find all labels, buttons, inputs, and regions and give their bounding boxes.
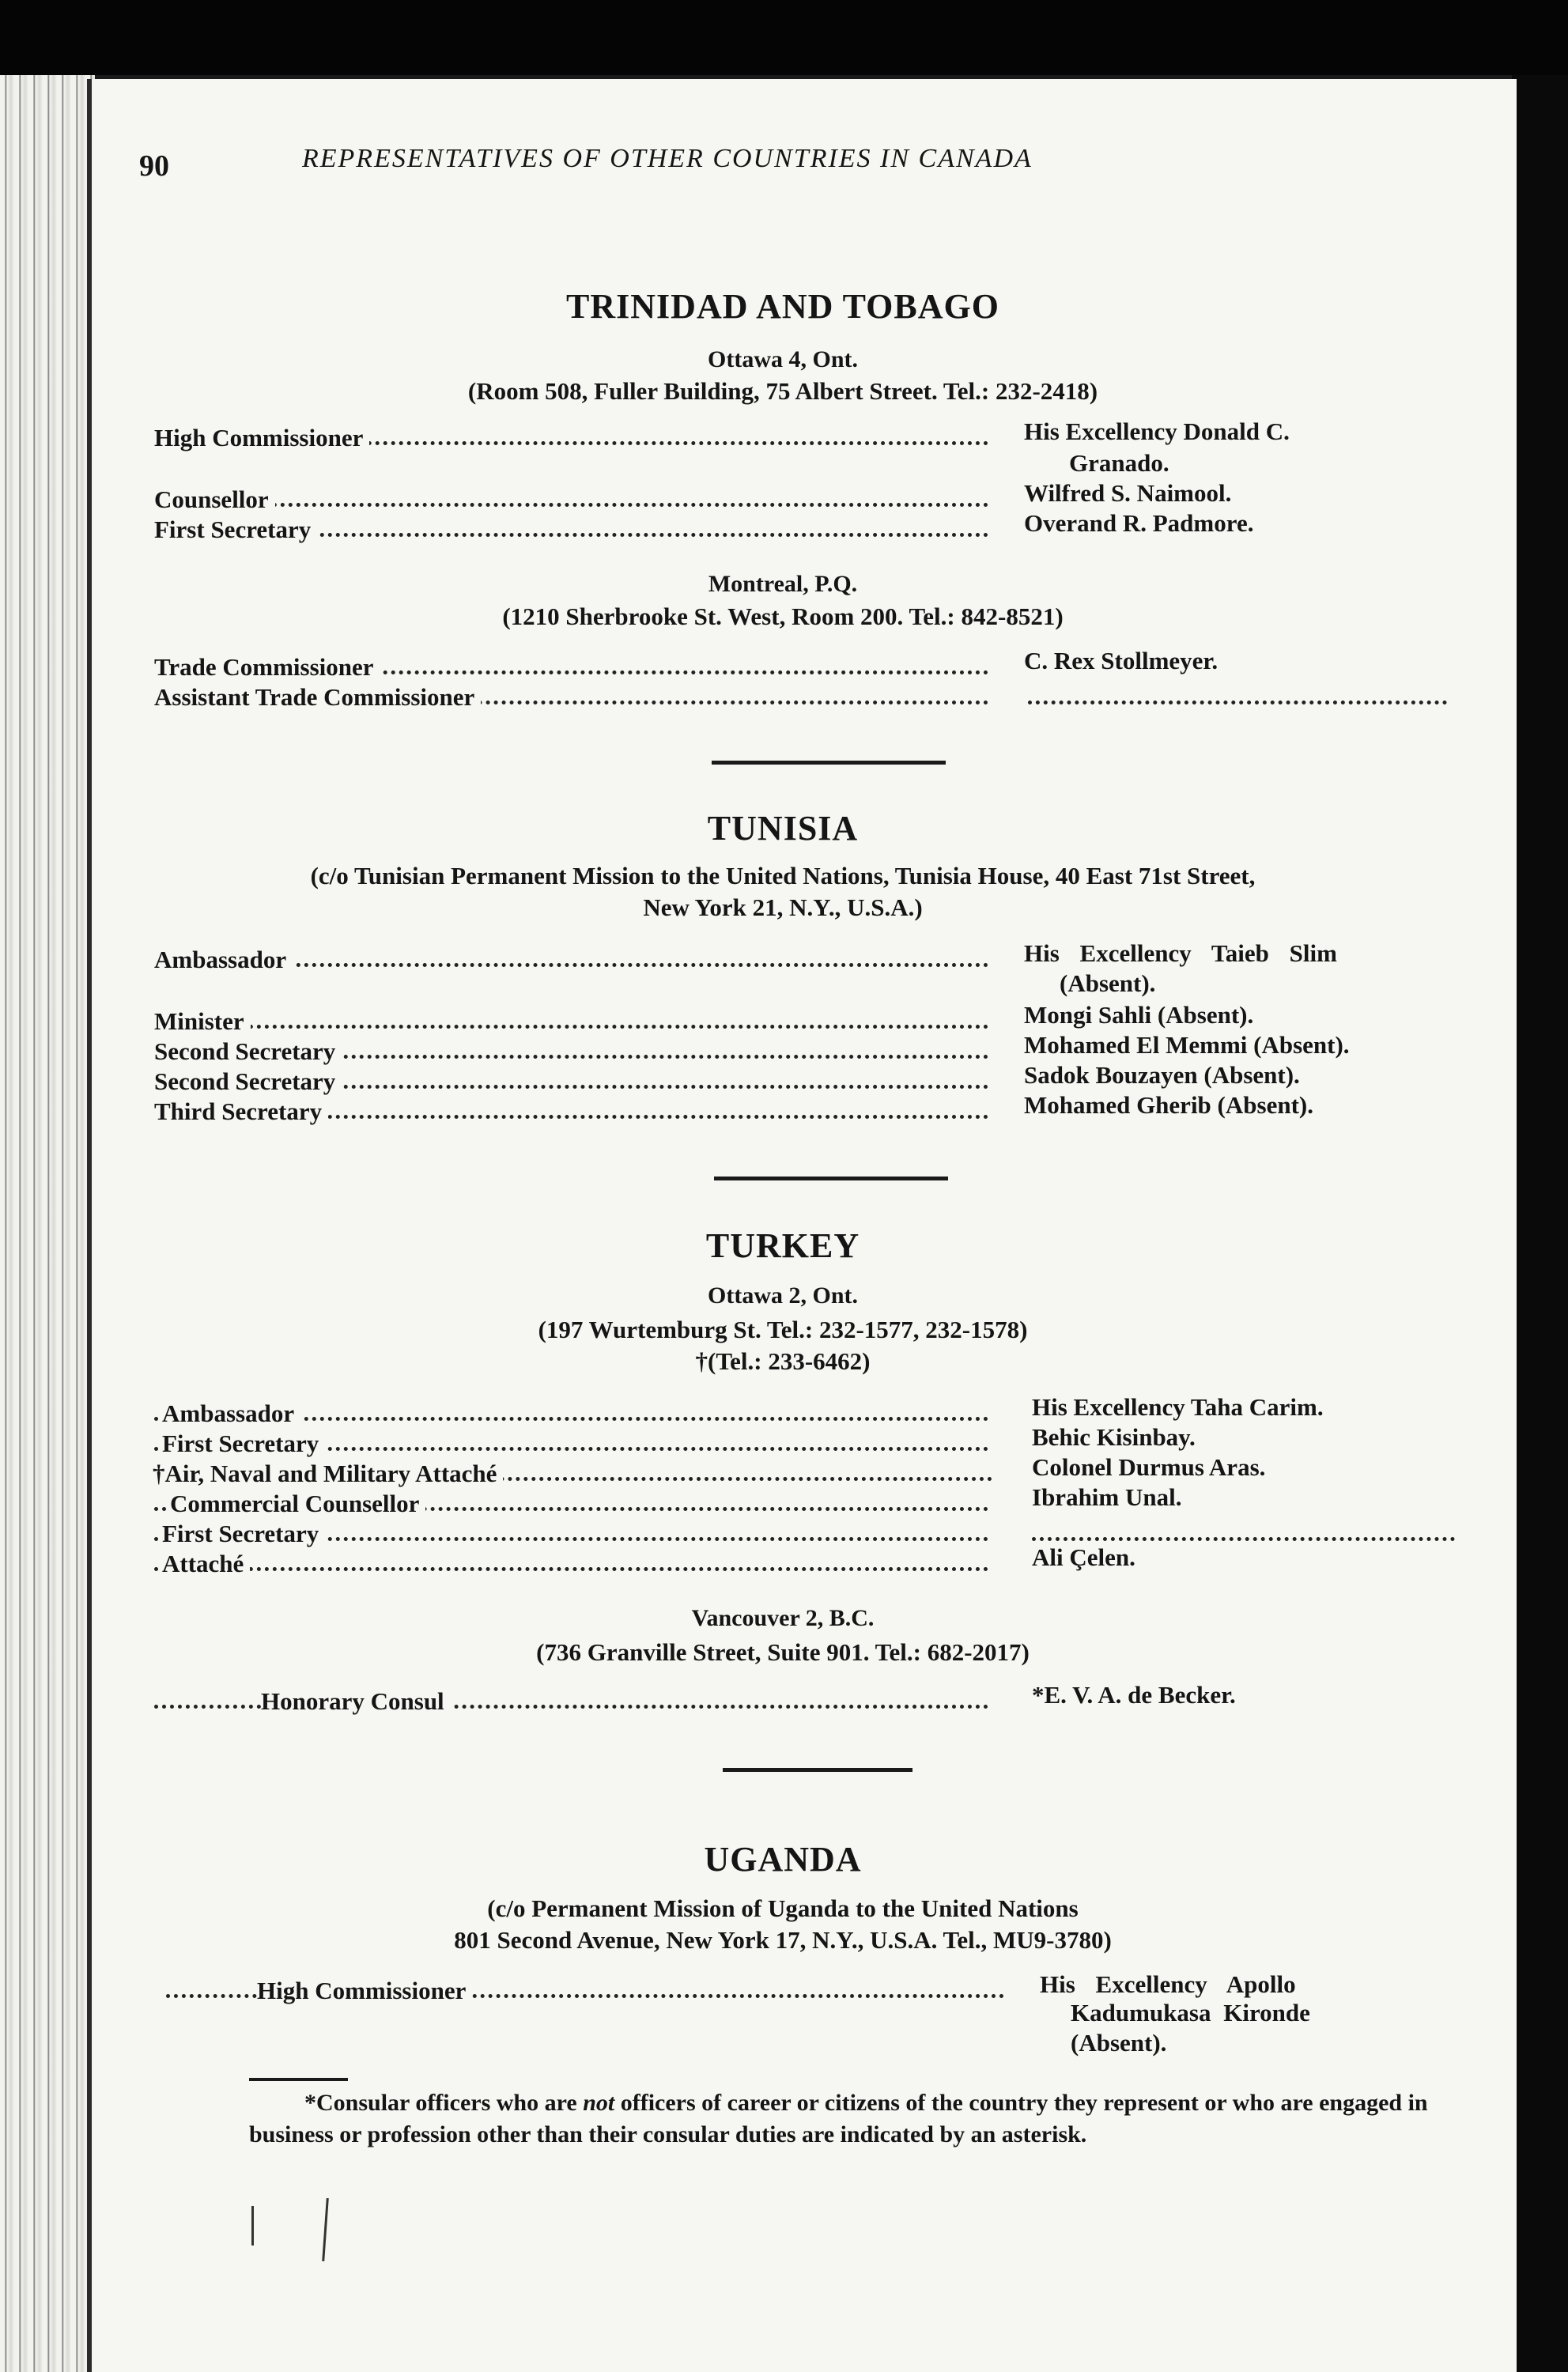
staff-title: Honorary Consul — [261, 1687, 451, 1716]
office-address: 801 Second Avenue, New York 17, N.Y., U.S.A. Tel., MU9-3780) — [454, 1926, 1112, 1954]
staff-name: Behic Kisinbay. — [1032, 1423, 1196, 1451]
staff-name-continued: Granado. — [1069, 449, 1169, 477]
staff-title: High Commissioner — [257, 1977, 472, 2005]
footnote — [249, 2087, 1443, 2151]
staff-title: Third Secretary — [154, 1097, 328, 1126]
staff-title: Second Secretary — [154, 1037, 342, 1066]
office-city: Vancouver 2, B.C. — [691, 1605, 875, 1631]
staff-title: High Commissioner — [154, 424, 369, 452]
office-address: (1210 Sherbrooke St. West, Room 200. Tel.: 842-8521) — [502, 602, 1064, 630]
section-divider — [714, 1177, 948, 1180]
office-address: (Room 508, Fuller Building, 75 Albert Street. Tel.: 232-2418) — [467, 377, 1098, 405]
leader-dots — [154, 503, 988, 507]
staff-name: C. Rex Stollmeyer. — [1024, 647, 1219, 674]
staff-name: Mohamed El Memmi (Absent). — [1024, 1031, 1350, 1059]
staff-name-continued: Kadumukasa Kironde — [1071, 1999, 1310, 2026]
staff-name: His Excellency Apollo — [1040, 1970, 1296, 1998]
vacant-name-dots — [1032, 1537, 1455, 1541]
page-number: 90 — [139, 149, 169, 183]
running-head: REPRESENTATIVES OF OTHER COUNTRIES IN CANADA — [302, 144, 1033, 173]
staff-title: Second Secretary — [154, 1067, 342, 1096]
scan-border-top — [0, 0, 1568, 75]
staff-name: Wilfred S. Naimool. — [1024, 479, 1232, 507]
staff-row — [154, 1483, 1451, 1521]
staff-title: Attaché — [162, 1550, 250, 1578]
office-address-secondary: †(Tel.: 233-6462) — [695, 1347, 871, 1375]
staff-row — [154, 417, 1451, 455]
scan-mark — [251, 2206, 254, 2245]
staff-title: First Secretary — [162, 1520, 325, 1548]
staff-title: First Secretary — [154, 516, 317, 544]
staff-name-continued: (Absent). — [1060, 969, 1156, 997]
office-address: New York 21, N.Y., U.S.A.) — [643, 893, 923, 921]
office-city: Ottawa 2, Ont. — [708, 1282, 858, 1309]
section-title-turkey: TURKEY — [705, 1226, 860, 1265]
footnote-text: Consular officers who are — [316, 2090, 584, 2116]
office-city: Montreal, P.Q. — [708, 571, 858, 597]
staff-name: Overand R. Padmore. — [1024, 509, 1254, 537]
staff-row — [154, 939, 1451, 977]
staff-row — [154, 1543, 1451, 1581]
staff-row — [154, 1681, 1451, 1719]
staff-title: †Air, Naval and Military Attaché — [153, 1460, 503, 1488]
staff-title: Commercial Counsellor — [170, 1490, 425, 1518]
footnote-emphasis: not — [583, 2090, 615, 2116]
staff-name: Ibrahim Unal. — [1032, 1483, 1182, 1511]
staff-title: Assistant Trade Commissioner — [154, 683, 481, 712]
section-title-tunisia: TUNISIA — [707, 809, 859, 848]
staff-title: Counsellor — [154, 485, 275, 514]
staff-name: His Excellency Taha Carim. — [1032, 1393, 1324, 1421]
staff-row — [154, 1520, 1451, 1551]
staff-row — [154, 509, 1451, 547]
staff-row — [91, 1453, 1388, 1491]
staff-title: Trade Commissioner — [154, 653, 380, 682]
staff-name: His Excellency Taieb Slim — [1024, 939, 1337, 967]
office-address: (c/o Tunisian Permanent Mission to the United Nations, Tunisia House, 40 East 71st Street, — [310, 862, 1256, 890]
staff-title: Minister — [154, 1007, 251, 1036]
leader-dots — [154, 1025, 988, 1029]
office-city: Ottawa 4, Ont. — [708, 346, 858, 372]
section-divider — [712, 761, 946, 765]
footnote-text: officers of career or citizens of the country they represent or who are engaged in business or profession other than their consular duties are indicated by an asterisk. — [249, 2090, 1428, 2147]
staff-name: Mongi Sahli (Absent). — [1024, 1001, 1254, 1029]
section-title-trinidad: TRINIDAD AND TOBAGO — [566, 287, 999, 326]
footnote-asterisk: * — [304, 2090, 316, 2116]
staff-name: His Excellency Donald C. — [1024, 417, 1290, 445]
staff-title: Ambassador — [154, 946, 293, 974]
footnote-rule — [249, 2078, 348, 2081]
office-address: (c/o Permanent Mission of Uganda to the United Nations — [487, 1894, 1079, 1922]
staff-name: Sadok Bouzayen (Absent). — [1024, 1061, 1300, 1089]
staff-name: Colonel Durmus Aras. — [1032, 1453, 1266, 1481]
vacant-name-dots — [1028, 701, 1447, 704]
office-address: (736 Granville Street, Suite 901. Tel.: 682-2017) — [536, 1638, 1030, 1666]
staff-name: Ali Çelen. — [1032, 1543, 1135, 1571]
book-binding-edge — [0, 75, 95, 2372]
staff-name-continued: (Absent). — [1071, 2029, 1167, 2057]
staff-row — [154, 479, 1451, 517]
staff-title: Ambassador — [162, 1399, 300, 1428]
staff-row — [154, 683, 1451, 715]
staff-row — [154, 1091, 1451, 1129]
section-divider — [723, 1768, 912, 1772]
staff-name: Mohamed Gherib (Absent). — [1024, 1091, 1313, 1119]
staff-title: First Secretary — [162, 1430, 325, 1458]
office-address: (197 Wurtemburg St. Tel.: 232-1577, 232-1578) — [538, 1316, 1028, 1343]
leader-dots — [154, 1567, 988, 1571]
staff-row — [154, 647, 1451, 685]
section-title-uganda: UGANDA — [704, 1840, 862, 1879]
staff-row — [154, 1393, 1451, 1431]
staff-name: *E. V. A. de Becker. — [1032, 1681, 1236, 1709]
scan-border-right — [1512, 75, 1568, 2372]
